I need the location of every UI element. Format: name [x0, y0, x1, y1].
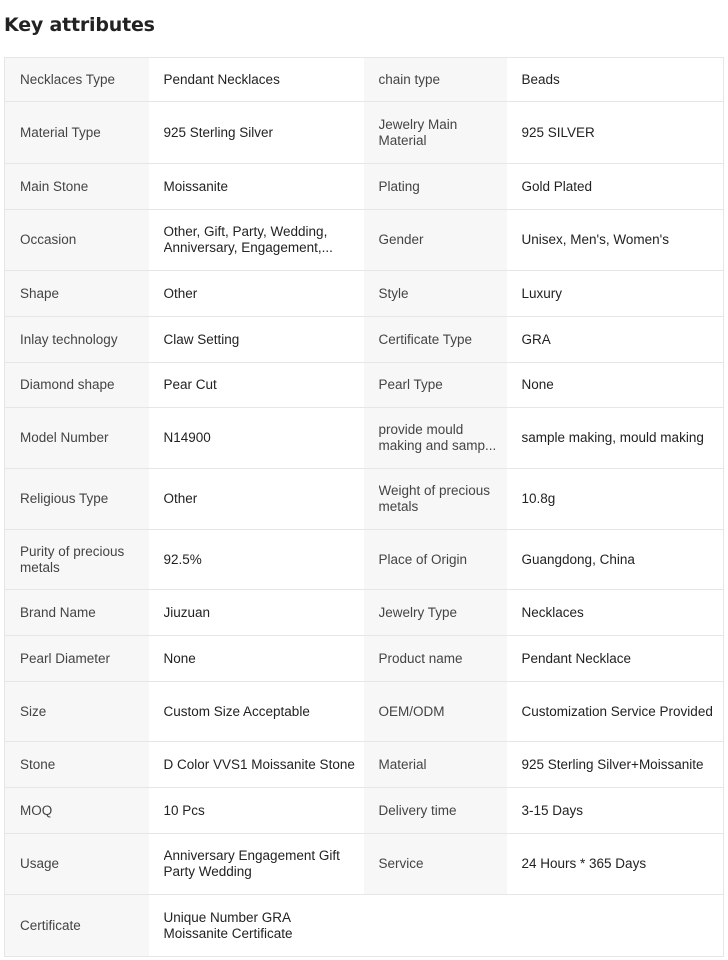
attribute-label: MOQ — [5, 788, 149, 834]
attribute-value: 925 Sterling Silver+Moissanite — [507, 742, 724, 788]
table-row — [5, 164, 724, 210]
attribute-value: 10 Pcs — [149, 788, 364, 834]
attribute-value: 24 Hours * 365 Days — [507, 834, 724, 895]
attribute-value: Anniversary Engagement Gift Party Wedding — [149, 834, 364, 895]
attribute-value: Necklaces — [507, 590, 724, 636]
attribute-label: Diamond shape — [5, 363, 149, 408]
table-row — [5, 271, 724, 317]
attribute-label: Plating — [364, 164, 507, 210]
attribute-value: Other — [149, 271, 364, 317]
attribute-label: Service — [364, 834, 507, 895]
empty-cell — [364, 895, 507, 957]
attribute-label: provide mould making and samp... — [364, 408, 507, 469]
empty-cell — [507, 895, 724, 957]
attribute-value: Unique Number GRA Moissanite Certificate — [149, 895, 364, 957]
attribute-label: Religious Type — [5, 469, 149, 530]
attribute-value: GRA — [507, 317, 724, 363]
section-title: Key attributes — [4, 14, 155, 36]
attribute-label: Gender — [364, 210, 507, 271]
table-row — [5, 636, 724, 682]
table-row — [5, 834, 724, 895]
attribute-label: Pearl Type — [364, 363, 507, 408]
attribute-value: N14900 — [149, 408, 364, 469]
attribute-label: Main Stone — [5, 164, 149, 210]
table-row — [5, 895, 724, 957]
attribute-label: Weight of precious metals — [364, 469, 507, 530]
attribute-value: Pendant Necklace — [507, 636, 724, 682]
attribute-label: Jewelry Type — [364, 590, 507, 636]
attribute-value: 925 Sterling Silver — [149, 102, 364, 164]
attribute-label: chain type — [364, 58, 507, 102]
attribute-value: Custom Size Acceptable — [149, 682, 364, 742]
attribute-label: Brand Name — [5, 590, 149, 636]
attribute-label: Shape — [5, 271, 149, 317]
attribute-label: Jewelry Main Material — [364, 102, 507, 164]
table-row — [5, 530, 724, 590]
table-row — [5, 788, 724, 834]
attribute-value: Pear Cut — [149, 363, 364, 408]
attribute-label: Occasion — [5, 210, 149, 271]
attribute-value: None — [149, 636, 364, 682]
attribute-label: OEM/ODM — [364, 682, 507, 742]
attribute-value: D Color VVS1 Moissanite Stone — [149, 742, 364, 788]
key-attributes-table — [4, 57, 724, 957]
attribute-value: sample making, mould making — [507, 408, 724, 469]
attribute-value: 3-15 Days — [507, 788, 724, 834]
attribute-label: Pearl Diameter — [5, 636, 149, 682]
attribute-label: Certificate Type — [364, 317, 507, 363]
table-row — [5, 682, 724, 742]
attribute-value: Beads — [507, 58, 724, 102]
table-row — [5, 58, 724, 102]
table-row — [5, 210, 724, 271]
attribute-label: Size — [5, 682, 149, 742]
attribute-label: Place of Origin — [364, 530, 507, 590]
attribute-value: Moissanite — [149, 164, 364, 210]
table-row — [5, 317, 724, 363]
attribute-value: 925 SILVER — [507, 102, 724, 164]
attribute-value: Luxury — [507, 271, 724, 317]
attribute-label: Style — [364, 271, 507, 317]
attribute-label: Usage — [5, 834, 149, 895]
table-row — [5, 363, 724, 408]
attribute-value: Unisex, Men's, Women's — [507, 210, 724, 271]
attribute-label: Necklaces Type — [5, 58, 149, 102]
attribute-label: Stone — [5, 742, 149, 788]
attribute-value: Claw Setting — [149, 317, 364, 363]
attribute-label: Delivery time — [364, 788, 507, 834]
attribute-value: Jiuzuan — [149, 590, 364, 636]
attribute-label: Purity of precious metals — [5, 530, 149, 590]
table-row — [5, 590, 724, 636]
attribute-label: Material Type — [5, 102, 149, 164]
attribute-label: Model Number — [5, 408, 149, 469]
attribute-value: None — [507, 363, 724, 408]
attribute-value: Other — [149, 469, 364, 530]
attribute-value: Customization Service Provided — [507, 682, 724, 742]
attribute-label: Inlay technology — [5, 317, 149, 363]
table-row — [5, 469, 724, 530]
table-row — [5, 408, 724, 469]
attribute-label: Material — [364, 742, 507, 788]
attribute-value: Other, Gift, Party, Wedding, Anniversary, Engagement,... — [149, 210, 364, 271]
attribute-label: Product name — [364, 636, 507, 682]
attribute-label: Certificate — [5, 895, 149, 957]
attribute-value: Pendant Necklaces — [149, 58, 364, 102]
attribute-value: Guangdong, China — [507, 530, 724, 590]
attribute-value: Gold Plated — [507, 164, 724, 210]
table-row — [5, 102, 724, 164]
table-row — [5, 742, 724, 788]
attribute-value: 92.5% — [149, 530, 364, 590]
attribute-value: 10.8g — [507, 469, 724, 530]
